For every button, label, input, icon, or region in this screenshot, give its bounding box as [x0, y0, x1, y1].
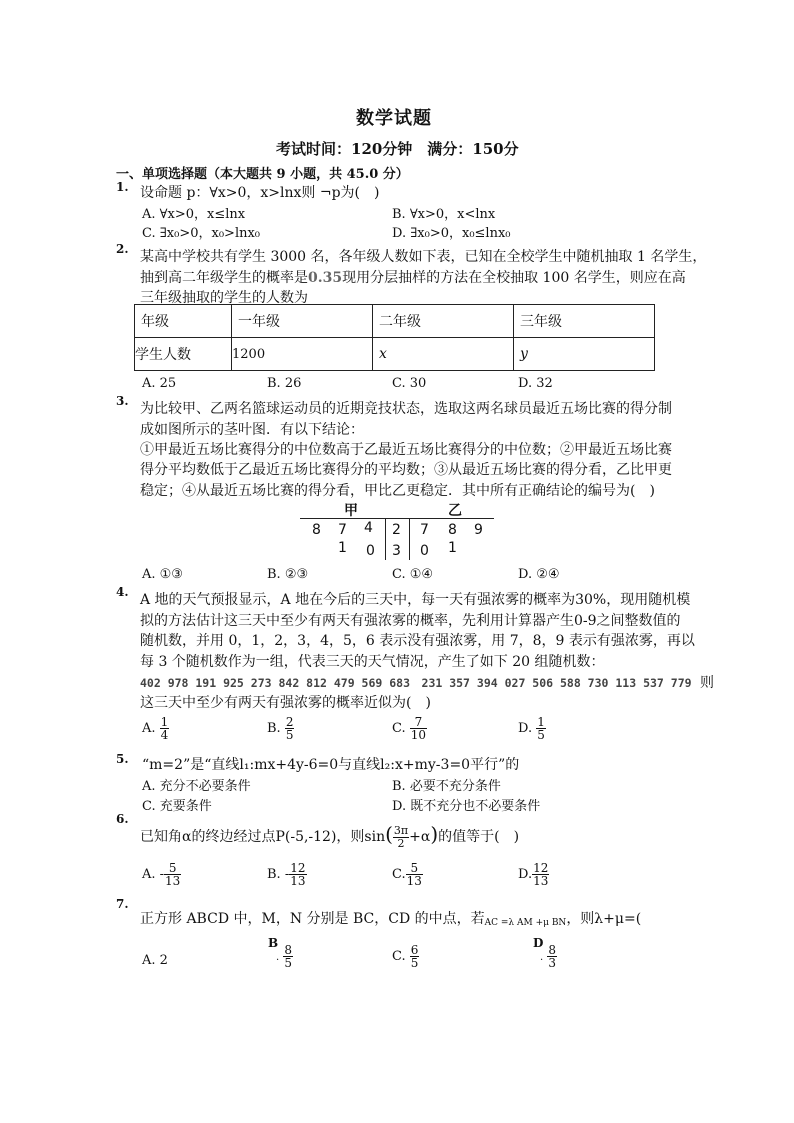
- option-c[interactable]: C. ①④: [392, 567, 434, 582]
- denominator: 5: [285, 728, 294, 742]
- stem-value: 2: [392, 522, 401, 538]
- stem-text: 正方形 ABCD 中，M，N 分别是 BC，CD 的中点，若: [140, 911, 485, 927]
- option-b[interactable]: [267, 862, 307, 887]
- table-cell: 1200: [232, 338, 373, 371]
- question-stem-line: 稳定；④从最近五场比赛的得分看，甲比乙更稳定．其中所有正确结论的编号为( ): [140, 483, 655, 499]
- option-b[interactable]: B. ∀x>0，x<lnx: [392, 207, 496, 222]
- option-a[interactable]: [142, 862, 181, 887]
- option-d[interactable]: D. ∃x₀>0，x₀≤lnx₀: [392, 226, 511, 241]
- numerator: 6: [410, 943, 419, 957]
- numerator: 1: [537, 715, 545, 729]
- denominator: 13: [165, 874, 181, 888]
- option-a[interactable]: A. ∀x>0，x≤lnx: [142, 207, 246, 222]
- option-a[interactable]: A. 充分不必要条件: [142, 779, 251, 794]
- fraction: [283, 944, 293, 969]
- option-d[interactable]: D. ②④: [518, 567, 560, 582]
- option-c[interactable]: C. 充要条件: [142, 799, 212, 814]
- denominator: 5: [284, 956, 292, 970]
- leaf: 1: [448, 540, 457, 556]
- paren-close: ): [430, 822, 439, 846]
- plot-header-rule: [300, 500, 494, 519]
- option-a[interactable]: A. ①③: [142, 567, 183, 582]
- question-stem-line: 拟的方法估计这三天中至少有两天有强浓雾的概率，先利用计算器产生0-9之间整数值的: [140, 613, 681, 629]
- player-yi-label: 乙: [448, 503, 462, 519]
- numerator: 12: [533, 861, 549, 875]
- table-cell: 学生人数: [135, 338, 232, 371]
- option-b[interactable]: B. 必要不充分条件: [392, 779, 501, 794]
- table-cell: y: [514, 338, 655, 371]
- paren-open: (: [385, 822, 393, 846]
- stem-text: +α: [409, 829, 431, 845]
- page-title: 数学试题: [356, 108, 432, 129]
- fraction: [393, 825, 409, 850]
- question-number: 2.: [116, 242, 129, 256]
- vector-equation: AC =λ AM +μ BN: [484, 918, 567, 928]
- question-number: 4.: [116, 585, 129, 599]
- denominator: 13: [533, 874, 549, 888]
- stem-divider-right: [409, 518, 410, 560]
- question-stem: “m=2”是“直线l₁:mx+4y-6=0与直线l₂:x+my-3=0平行”的: [142, 757, 520, 773]
- table-header-cell: 二年级: [373, 305, 514, 338]
- numerator: 7: [410, 716, 427, 729]
- dot: .: [276, 952, 280, 963]
- option-a[interactable]: [142, 716, 169, 741]
- stem-text: 已知角α的终边经过点P(-5,-12)，则sin: [140, 829, 386, 845]
- option-d-label[interactable]: D: [533, 936, 544, 950]
- question-stem-line: 成如图所示的茎叶图．有以下结论：: [140, 422, 364, 438]
- numerator: 8: [548, 943, 556, 957]
- fraction: [164, 862, 181, 887]
- question-stem-line: 三年级抽取的学生的人数为: [140, 290, 308, 306]
- leaf: 7: [420, 522, 429, 538]
- option-d[interactable]: D. 既不充分也不必要条件: [392, 799, 541, 814]
- stem-text: 的值等于( ): [438, 829, 520, 845]
- numerator: 5: [164, 862, 181, 875]
- option-c[interactable]: [392, 716, 427, 741]
- question-stem-line: 随机数，并用 0，1，2，3，4，5，6 表示没有强浓雾，用 7，8，9 表示有强浓雾，再以: [140, 633, 695, 649]
- question-number: 6.: [116, 812, 129, 826]
- option-c[interactable]: [392, 944, 419, 969]
- fraction: [289, 862, 306, 887]
- leaf: 4: [364, 520, 373, 536]
- denominator: 2: [397, 836, 405, 850]
- question-stem-line: 每 3 个随机数作为一组，代表三天的天气情况，产生了如下 20 组随机数：: [140, 654, 605, 670]
- option-c[interactable]: [392, 862, 423, 887]
- stem-leaf-plot: [300, 500, 494, 562]
- stem-text: ，则λ+μ=(: [566, 911, 642, 927]
- question-stem-line: 为比较甲、乙两名篮球运动员的近期竞技状态，选取这两名球员最近五场比赛的得分制: [140, 401, 672, 417]
- option-d[interactable]: [540, 944, 557, 969]
- option-label: B.: [267, 721, 281, 736]
- denominator: 13: [406, 874, 422, 888]
- option-b[interactable]: B. 26: [267, 376, 302, 391]
- question-stem-line: 得分平均数低于乙最近五场比赛得分的平均数；③从最近五场比赛的得分看，乙比甲更: [140, 462, 672, 478]
- question-stem-line: 这三天中至少有两天有强浓雾的概率近似为( ): [140, 695, 431, 711]
- question-number: 1.: [116, 180, 129, 194]
- denominator: 13: [290, 874, 306, 888]
- numerator: 1: [160, 715, 169, 729]
- option-label: D.: [518, 721, 533, 736]
- question-stem-line: 某高中学校共有学生 3000 名，各年级人数如下表，已知在全校学生中随机抽取 1 名学生，: [140, 249, 707, 265]
- table-row: [135, 338, 655, 371]
- denominator: 4: [160, 728, 169, 742]
- question-stem-line: A 地的天气预报显示，A 地在今后的三天中，每一天有强浓雾的概率为30%，现用随机模: [140, 592, 691, 608]
- option-a[interactable]: A. 2: [142, 953, 168, 968]
- numerator: 8: [284, 943, 292, 957]
- fraction: [536, 716, 546, 741]
- leaf: 0: [420, 543, 429, 559]
- question-stem-line: [140, 267, 686, 287]
- fraction: [285, 716, 295, 741]
- option-label: D.: [518, 867, 533, 882]
- table-header-cell: 一年级: [232, 305, 373, 338]
- question-number: 3.: [116, 394, 129, 408]
- dot: .: [540, 952, 544, 963]
- leaf: 8: [312, 522, 321, 538]
- fraction: [532, 862, 549, 887]
- leaf: 8: [448, 522, 457, 538]
- option-label: C.: [392, 867, 406, 882]
- stem-divider-left: [385, 518, 386, 560]
- option-label: A.: [142, 721, 156, 736]
- stem-text: 抽到高二年级学生的概率是: [140, 270, 308, 286]
- stem-value: 3: [392, 543, 401, 559]
- option-label: C.: [392, 949, 406, 964]
- leaf: 9: [474, 522, 483, 538]
- fraction: [160, 716, 170, 741]
- option-d[interactable]: [518, 862, 549, 887]
- option-b-label[interactable]: B: [268, 936, 279, 950]
- table-row: [135, 305, 655, 338]
- table-header-cell: 三年级: [514, 305, 655, 338]
- leaf: 0: [366, 543, 375, 559]
- question-stem: [140, 908, 641, 928]
- question-number: 7.: [116, 897, 129, 911]
- grade-table: [134, 304, 655, 371]
- question-stem-line: ①甲最近五场比赛得分的中位数高于乙最近五场比赛得分的中位数；②甲最近五场比赛: [140, 442, 672, 458]
- table-cell: x: [373, 338, 514, 371]
- option-b[interactable]: [267, 716, 294, 741]
- stem-text: 现用分层抽样的方法在全校抽取 100 名学生，则应在高: [342, 270, 686, 286]
- question-stem: [140, 822, 519, 850]
- section-heading: 一、单项选择题（本大题共 9 小题，共 45.0 分）: [116, 167, 409, 182]
- option-b[interactable]: [276, 944, 293, 969]
- fraction: [406, 862, 423, 887]
- numerator: 2: [285, 715, 294, 729]
- option-b[interactable]: B. ②③: [267, 567, 309, 582]
- leaf: 7: [338, 522, 347, 538]
- option-d[interactable]: D. 32: [518, 376, 553, 391]
- option-a[interactable]: A. 25: [142, 376, 177, 391]
- fraction: [547, 944, 557, 969]
- fraction: [410, 716, 427, 741]
- question-number: 5.: [116, 752, 129, 766]
- leaf: 1: [338, 540, 347, 556]
- option-d[interactable]: [518, 716, 546, 741]
- option-label: B. -: [267, 867, 290, 882]
- option-label: A. -: [142, 867, 165, 882]
- random-numbers-line: [140, 672, 714, 692]
- denominator: 5: [410, 956, 419, 970]
- stem-text: 则: [700, 675, 714, 691]
- option-c[interactable]: C. 30: [392, 376, 427, 391]
- denominator: 5: [537, 728, 545, 742]
- exam-info: 考试时间：120分钟 满分：150分: [276, 140, 519, 158]
- random-numbers: 402 978 191 925 273 842 812 479 569 683 231 357 394 027 506 588 730 113 537 779: [140, 676, 692, 690]
- option-c[interactable]: C. ∃x₀>0，x₀>lnx₀: [142, 226, 261, 241]
- denominator: 3: [548, 956, 556, 970]
- option-label: C.: [392, 721, 406, 736]
- numerator: 3π: [393, 823, 409, 837]
- probability-value: 0.35: [308, 270, 343, 286]
- numerator: 12: [290, 861, 306, 875]
- fraction: [410, 944, 420, 969]
- table-header-cell: 年级: [135, 305, 232, 338]
- numerator: 5: [406, 862, 423, 875]
- player-jia-label: 甲: [344, 503, 358, 519]
- question-stem: 设命题 p：∀x>0，x>lnx则 ¬p为( ): [140, 185, 380, 201]
- denominator: 10: [410, 728, 427, 742]
